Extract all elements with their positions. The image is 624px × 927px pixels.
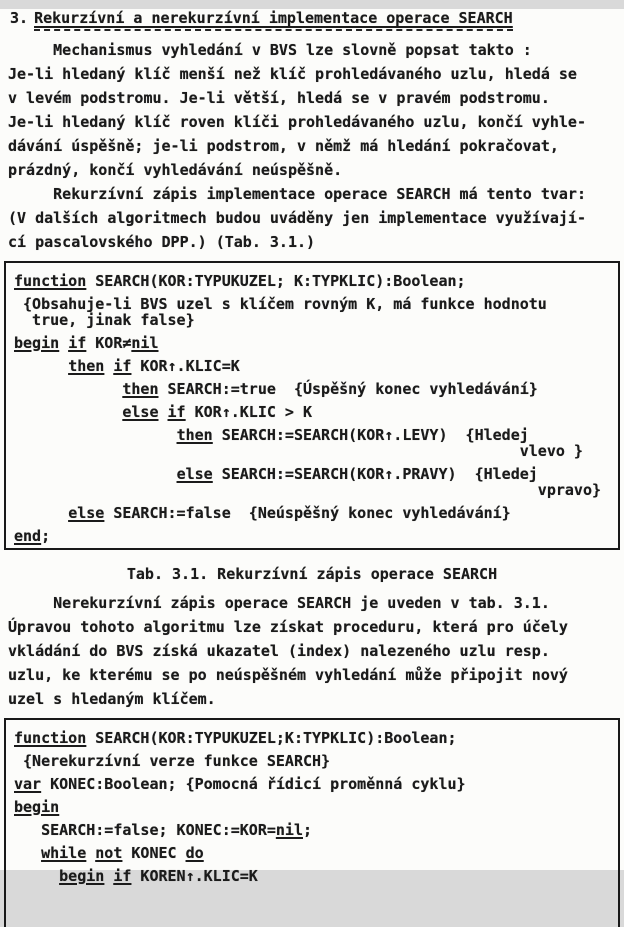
code-line: begin <box>14 798 60 816</box>
section-heading <box>10 9 624 31</box>
text-line: uzlu, ke kterému se po neúspěšném vyhledání může připojit nový <box>8 666 568 684</box>
text-line: uzel s hledaným klíčem. <box>8 690 216 708</box>
text-line: Je-li hledaný klíč menší než klíč prohledávaného uzlu, hledá se <box>8 65 577 83</box>
code-line: function SEARCH(KOR:TYPUKUZEL; K:TYPKLIC):Boolean; <box>14 272 466 290</box>
text-line: v levém podstromu. Je-li větší, hledá se v pravém podstromu. <box>8 89 550 107</box>
code-line: then SEARCH:=true {Úspěšný konec vyhledávání} <box>122 380 538 398</box>
paragraph-recursive-intro <box>8 182 624 254</box>
code-line: SEARCH:=false; KONEC:=KOR=nil; <box>14 821 313 839</box>
scanned-document-page <box>0 9 624 885</box>
text-line: Rekurzívní zápis implementace operace SEARCH má tento tvar: <box>8 185 586 203</box>
code-line: then if KOR↑.KLIC=K <box>68 357 240 375</box>
text-line: cí pascalovského DPP.) (Tab. 3.1.) <box>8 233 316 251</box>
paragraph-nonrecursive-intro <box>8 591 624 711</box>
code-line: function SEARCH(KOR:TYPUKUZEL;K:TYPKLIC):Boolean; <box>14 729 457 747</box>
text-line: vkládání do BVS získá ukazatel (index) nalezeného uzlu resp. <box>8 642 550 660</box>
text-line: Úpravou tohoto algoritmu lze získat proceduru, která pro účely <box>8 618 568 636</box>
code-listing-recursive-search <box>4 261 620 550</box>
text-line: Nerekurzívní zápis operace SEARCH je uveden v tab. 3.1. <box>8 594 550 612</box>
table-caption: Tab. 3.1. Rekurzívní zápis operace SEARCH <box>126 565 498 583</box>
text-line: Je-li hledaný klíč roven klíči prohledávaného uzlu, končí vyhle- <box>8 113 586 131</box>
code-line: var KONEC:Boolean; {Pomocná řídicí proměnná cyklu} <box>14 775 466 793</box>
text-line: prázdný, končí vyhledávání neúspěšně. <box>8 161 343 179</box>
section-number: 3. <box>10 9 29 27</box>
code-line: else SEARCH:=false {Neúspěšný konec vyhledávání} <box>68 504 511 522</box>
code-line: vlevo } <box>14 442 583 460</box>
section-title: Rekurzívní a nerekurzívní implementace operace SEARCH <box>34 9 513 31</box>
code-line: begin if KOR≠nil <box>14 334 159 352</box>
code-listing-nonrecursive-search <box>4 718 620 927</box>
code-line: {Obsahuje-li BVS uzel s klíčem rovným K, má funkce hodnotu <box>14 295 547 313</box>
code-line: then SEARCH:=SEARCH(KOR↑.LEVY) {Hledej <box>176 426 529 444</box>
text-line: (V dalších algoritmech budou uváděny jen implementace využívají- <box>8 209 586 227</box>
code-line: vpravo} <box>14 481 601 499</box>
code-line: true, jinak false} <box>14 311 195 329</box>
code-line: else SEARCH:=SEARCH(KOR↑.PRAVY) {Hledej <box>176 465 538 483</box>
text-line: Mechanismus vyhledání v BVS lze slovně popsat takto : <box>8 41 532 59</box>
code-line: begin if KOREN↑.KLIC=K <box>59 867 258 885</box>
paragraph-search-mechanism <box>8 38 624 182</box>
code-line: end; <box>14 527 51 545</box>
code-line: {Nerekurzívní verze funkce SEARCH} <box>14 752 331 770</box>
code-line: else if KOR↑.KLIC > K <box>122 403 313 421</box>
code-line: while not KONEC do <box>41 844 204 862</box>
text-line: dávání úspěšně; je-li podstrom, v němž má hledání pokračovat, <box>8 137 559 155</box>
